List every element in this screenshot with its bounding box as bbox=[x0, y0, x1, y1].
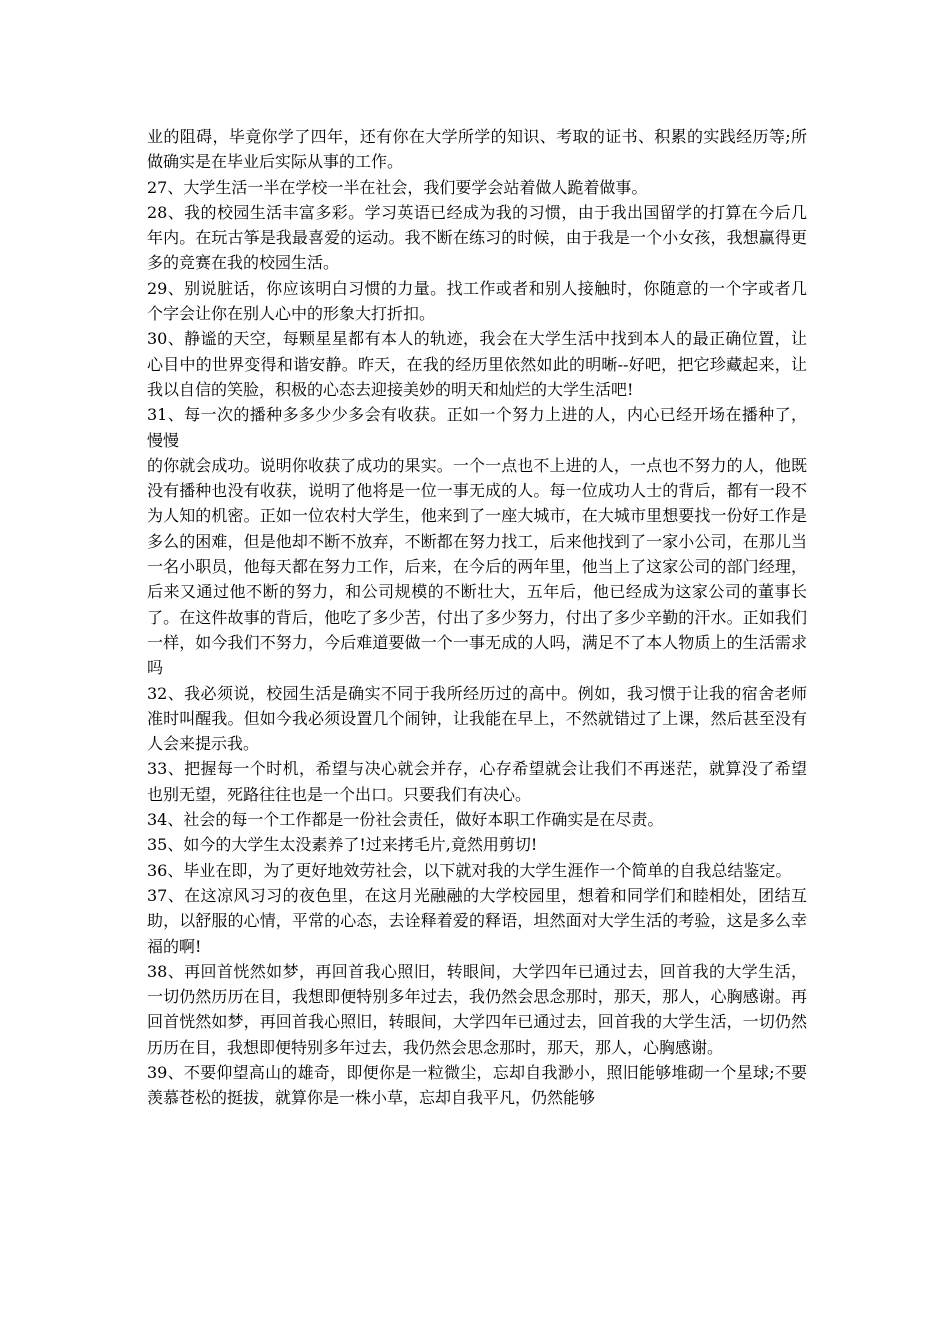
paragraph-29: 29、别说脏话，你应该明白习惯的力量。找工作或者和别人接触时，你随意的一个字或者几个字会让你在别人心中的形象大打折扣。 bbox=[147, 278, 807, 324]
paragraph-36: 36、毕业在即，为了更好地效劳社会，以下就对我的大学生涯作一个简单的自我总结鉴定。 bbox=[147, 860, 792, 880]
paragraph-continuation: 业的阻碍，毕竟你学了四年，还有你在大学所学的知识、考取的证书、积累的实践经历等;所做确实是在毕业后实际从事的工作。 bbox=[147, 127, 807, 172]
paragraph-28: 28、我的校园生活丰富多彩。学习英语已经成为我的习惯，由于我出国留学的打算在今后几年内。在玩古筝是我最喜爱的运动。我不断在练习的时候，由于我是一个小女孩，我想赢得更多的竞赛在我的校园生活。 bbox=[147, 202, 807, 273]
paragraph-33: 33、把握每一个时机，希望与决心就会并存，心存希望就会让我们不再迷茫，就算没了希望也别无望，死路往往也是一个出口。只要我们有决心。 bbox=[147, 759, 807, 804]
paragraph-39: 39、不要仰望高山的雄奇，即便你是一粒微尘，忘却自我渺小，照旧能够堆砌一个星球;不要羡慕苍松的挺拔，就算你是一株小草，忘却自我平凡，仍然能够 bbox=[147, 1062, 807, 1108]
paragraph-38: 38、再回首恍然如梦，再回首我心照旧，转眼间，大学四年已通过去，回首我的大学生活，一切仍然历历在目，我想即便特别多年过去，我仍然会思念那时，那天，那人，心胸感谢。再回首恍然如梦，再回首我心照旧，转眼间，大学四年已通过去，回首我的大学生活，一切仍然历历在目，我想即便特别多年过去，我仍然会思念那时，那天，那人，心胸感谢。 bbox=[147, 961, 807, 1057]
paragraph-35: 35、如今的大学生太没素养了!过来拷毛片,竟然用剪切! bbox=[147, 835, 538, 855]
paragraph-34: 34、社会的每一个工作都是一份社会责任，做好本职工作确实是在尽责。 bbox=[147, 810, 664, 830]
document-page bbox=[147, 124, 807, 1111]
paragraph-32: 32、我必须说，校园生活是确实不同于我所经历过的高中。例如，我习惯于让我的宿舍老师准时叫醒我。但如今我必须设置几个闹钟，让我能在早上，不然就错过了上课，然后甚至没有人会来提示我。 bbox=[147, 683, 807, 754]
paragraph-37: 37、在这凉风习习的夜色里，在这月光融融的大学校园里，想着和同学们和睦相处，团结互助，以舒服的心情，平常的心态，去诠释着爱的释语，坦然面对大学生活的考验，这是多么幸福的啊! bbox=[147, 885, 807, 956]
paragraph-30: 30、静谧的天空，每颗星星都有本人的轨迹，我会在大学生活中找到本人的最正确位置，让心目中的世界变得和谐安静。昨天，在我的经历里依然如此的明晰--好吧，把它珍藏起来，让我以自信的笑脸，积极的心态去迎接美妙的明天和灿烂的大学生活吧! bbox=[147, 329, 807, 399]
paragraph-31-continued: 的你就会成功。说明你收获了成功的果实。一个一点也不上进的人，一点也不努力的人，他既没有播种也没有收获，说明了他将是一位一事无成的人。每一位成功人士的背后，都有一段不为人知的机密。正如一位农村大学生，他来到了一座大城市，在大城市里想要找一份好工作是多么的困难，但是他却不断不放弃，不断都在努力找工，后来他找到了一家小公司，在那儿当一名小职员，他每天都在努力工作，后来，在今后的两年里，他当上了这家公司的部门经理，后来又通过他不断的努力，和公司规模的不断壮大，五年后，他已经成为这家公司的董事长了。在这件故事的背后，他吃了多少苦，付出了多少努力，付出了多少辛勤的汗水。正如我们一样，如今我们不努力，今后难道要做一个一事无成的人吗，满足不了本人物质上的生活需求吗 bbox=[147, 455, 807, 678]
paragraph-31: 31、每一次的播种多多少少多会有收获。正如一个努力上进的人，内心已经开场在播种了，慢慢 bbox=[147, 405, 807, 450]
paragraph-27: 27、大学生活一半在学校一半在社会，我们要学会站着做人跪着做事。 bbox=[147, 177, 648, 197]
